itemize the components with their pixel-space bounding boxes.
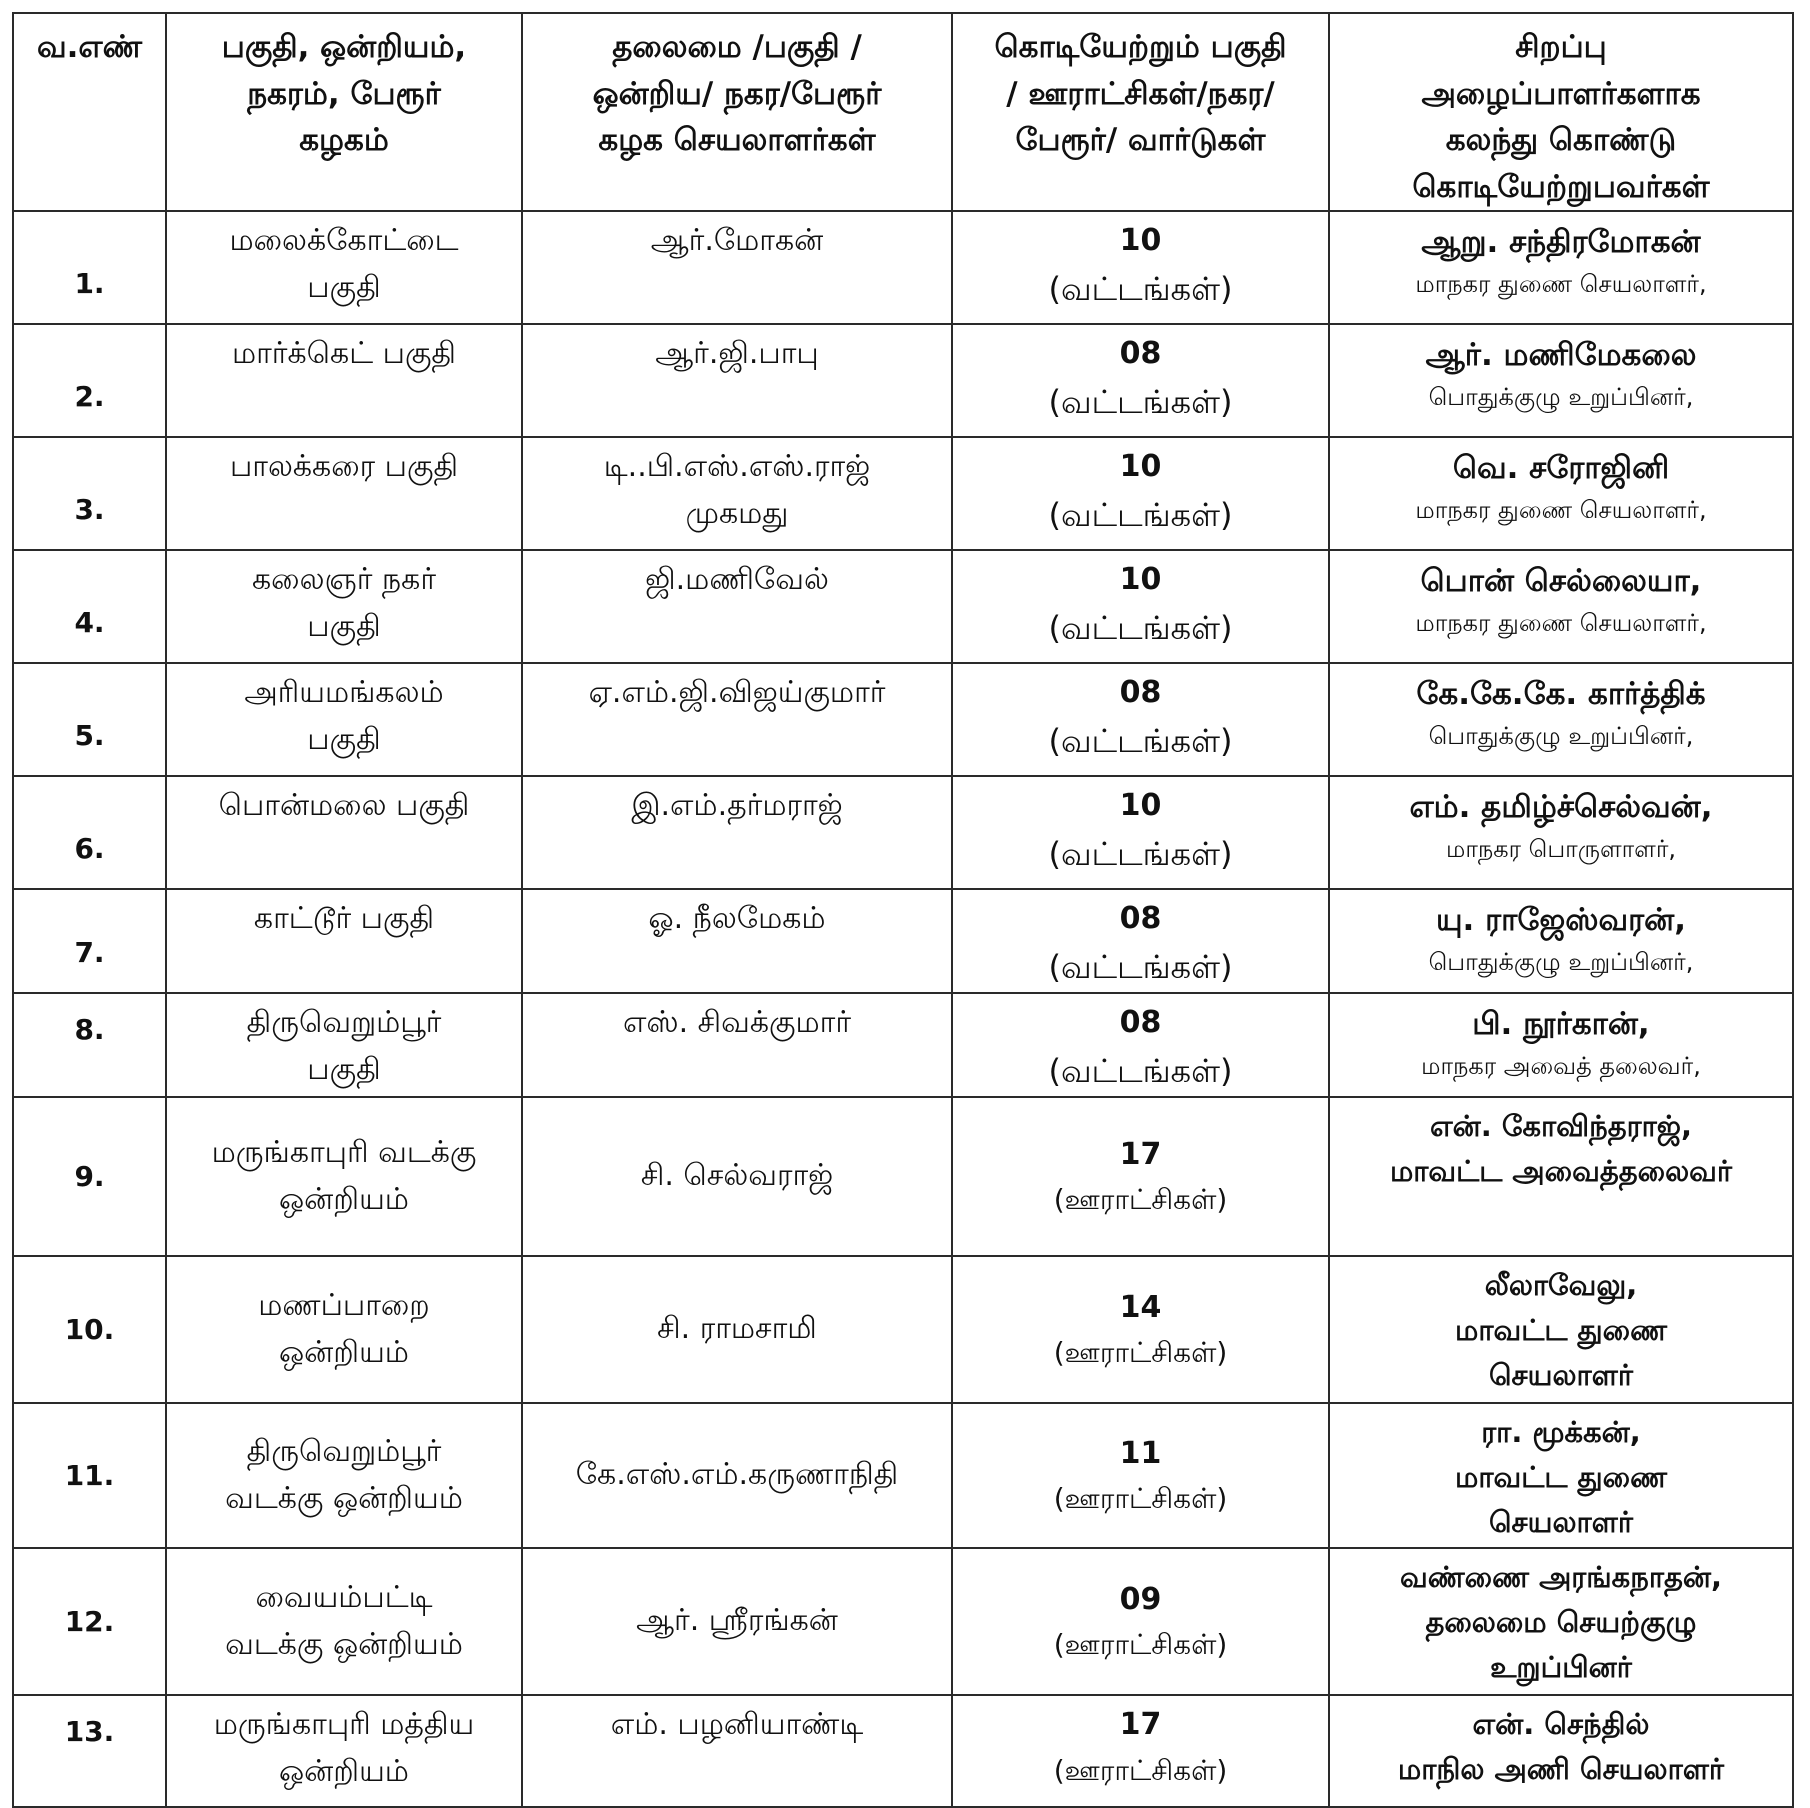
header-secretaries-line: கழக செயலாளர்கள் bbox=[598, 122, 876, 158]
row-count-number: 10 bbox=[1119, 223, 1162, 258]
row-secretary bbox=[522, 889, 952, 993]
row-sno-text: 4. bbox=[74, 605, 105, 639]
row-count-unit: (ஊராட்சிகள்) bbox=[1053, 1183, 1228, 1217]
row-sno-text: 11. bbox=[64, 1458, 115, 1492]
row-guest-line: மாவட்ட துணை bbox=[1455, 1460, 1667, 1495]
row-count-number: 11 bbox=[1119, 1435, 1162, 1471]
row-area-line: பகுதி bbox=[307, 269, 381, 305]
row-count-unit: (வட்டங்கள்) bbox=[1048, 495, 1233, 534]
row-sno-text: 1. bbox=[74, 266, 105, 300]
row-guest bbox=[1329, 1403, 1793, 1548]
header-flag-units-line: கொடியேற்றும் பகுதி bbox=[994, 29, 1287, 65]
row-secretary-line: எம். பழனியாண்டி bbox=[610, 1707, 864, 1743]
row-sno bbox=[13, 1695, 166, 1807]
row-sno bbox=[13, 324, 166, 437]
row-secretary-line: இ.எம்.தர்மராஜ் bbox=[631, 788, 843, 823]
row-secretary bbox=[522, 437, 952, 550]
row-guest-name: கே.கே.கே. கார்த்திக் bbox=[1416, 676, 1706, 712]
row-flag-count bbox=[952, 324, 1329, 437]
row-guest-line: மாவட்ட அவைத்தலைவர் bbox=[1389, 1154, 1733, 1189]
row-secretary-line: ஆர். ஸ்ரீரங்கன் bbox=[636, 1603, 838, 1639]
row-flag-count bbox=[952, 437, 1329, 550]
row-flag-count bbox=[952, 1097, 1329, 1256]
row-guest-line: தலைமை செயற்குழு bbox=[1425, 1605, 1697, 1640]
row-area bbox=[166, 993, 522, 1097]
row-area bbox=[166, 550, 522, 663]
row-secretary bbox=[522, 663, 952, 776]
row-guest-role: பொதுக்குழு உறுப்பினர், bbox=[1428, 383, 1694, 412]
row-secretary-line: ஓ. நீலமேகம் bbox=[648, 901, 826, 936]
row-guest-line: என். கோவிந்தராஜ், bbox=[1430, 1109, 1692, 1144]
row-guest-line: மாவட்ட துணை bbox=[1455, 1313, 1667, 1348]
row-flag-count bbox=[952, 211, 1329, 324]
table-row bbox=[13, 663, 1793, 776]
header-secretaries-line: ஒன்றிய/ நகர/பேரூர் bbox=[592, 75, 882, 112]
header-flag-units-line: பேரூர்/ வார்டுகள் bbox=[1015, 122, 1266, 158]
row-count-number: 10 bbox=[1119, 449, 1162, 484]
row-guest-name: பொன் செல்லையா, bbox=[1420, 563, 1702, 599]
table-row bbox=[13, 1097, 1793, 1256]
row-flag-count bbox=[952, 1695, 1329, 1807]
row-area-line: பாலக்கரை பகுதி bbox=[229, 449, 459, 484]
row-sno bbox=[13, 993, 166, 1097]
row-flag-count bbox=[952, 550, 1329, 663]
row-count-unit: (வட்டங்கள்) bbox=[1048, 834, 1233, 873]
table-row bbox=[13, 324, 1793, 437]
header-row bbox=[13, 13, 1793, 211]
header-guests-line: கொடியேற்றுபவர்கள் bbox=[1412, 168, 1710, 205]
header-secretaries-line: தலைமை /பகுதி / bbox=[612, 29, 862, 65]
row-count-unit: (ஊராட்சிகள்) bbox=[1053, 1753, 1228, 1787]
header-area-line: கழகம் bbox=[299, 122, 389, 158]
row-guest-name: பி. நூர்கான், bbox=[1472, 1006, 1650, 1043]
row-sno-text: 3. bbox=[74, 492, 105, 526]
row-guest-name: ஆர். மணிமேகலை bbox=[1425, 337, 1697, 373]
row-flag-count bbox=[952, 889, 1329, 993]
header-area-line: நகரம், பேரூர் bbox=[247, 75, 441, 112]
row-secretary bbox=[522, 1548, 952, 1695]
row-sno-text: 6. bbox=[74, 831, 105, 865]
row-sno bbox=[13, 211, 166, 324]
row-secretary bbox=[522, 993, 952, 1097]
row-secretary bbox=[522, 1256, 952, 1403]
row-guest-line: ரா. மூக்கன், bbox=[1481, 1415, 1641, 1450]
row-area-line: பகுதி bbox=[307, 721, 381, 757]
table-row bbox=[13, 1695, 1793, 1807]
row-secretary bbox=[522, 1097, 952, 1256]
row-guest-line: உறுப்பினர் bbox=[1490, 1650, 1632, 1685]
row-guest-line: வண்ணை அரங்கநாதன், bbox=[1399, 1560, 1723, 1595]
row-count-number: 08 bbox=[1119, 901, 1162, 936]
row-guest-role: மாநகர பொருளாளர், bbox=[1446, 835, 1676, 864]
row-secretary-line: எஸ். சிவக்குமார் bbox=[622, 1005, 852, 1041]
row-guest bbox=[1329, 1256, 1793, 1403]
row-guest-name: எம். தமிழ்ச்செல்வன், bbox=[1409, 789, 1713, 825]
header-guests-line: அழைப்பாளர்களாக bbox=[1421, 75, 1701, 112]
row-area-line: மருங்காபுரி மத்திய bbox=[213, 1707, 475, 1743]
row-sno-text: 2. bbox=[74, 379, 105, 413]
row-sno bbox=[13, 437, 166, 550]
row-sno-text: 9. bbox=[74, 1159, 105, 1193]
row-area-line: ஒன்றியம் bbox=[279, 1334, 409, 1370]
row-secretary-line: ஆர்.மோகன் bbox=[650, 223, 824, 258]
row-sno bbox=[13, 889, 166, 993]
table-row bbox=[13, 550, 1793, 663]
row-guest-name: யு. ராஜேஸ்வரன், bbox=[1435, 902, 1687, 938]
header-area bbox=[166, 13, 522, 211]
row-guest bbox=[1329, 663, 1793, 776]
row-sno bbox=[13, 550, 166, 663]
header-flag-units bbox=[952, 13, 1329, 211]
row-secretary-line: கே.எஸ்.எம்.கருணாநிதி bbox=[575, 1457, 899, 1493]
row-guest-role: பொதுக்குழு உறுப்பினர், bbox=[1428, 948, 1694, 977]
row-area-line: திருவெறும்பூர் bbox=[246, 1005, 442, 1041]
row-count-number: 10 bbox=[1119, 562, 1162, 597]
row-secretary-line: முகமது bbox=[685, 495, 789, 531]
row-guest bbox=[1329, 550, 1793, 663]
row-count-number: 09 bbox=[1119, 1581, 1162, 1617]
row-area-line: வடக்கு ஒன்றியம் bbox=[225, 1480, 463, 1516]
row-area-line: பகுதி bbox=[307, 608, 381, 644]
header-secretaries bbox=[522, 13, 952, 211]
row-area-line: காட்டூர் பகுதி bbox=[253, 901, 435, 936]
row-sno-text: 12. bbox=[64, 1604, 115, 1638]
row-secretary-line: டி..பி.எஸ்.எஸ்.ராஜ் bbox=[603, 449, 871, 484]
row-count-number: 14 bbox=[1119, 1289, 1162, 1325]
flag-hoisting-table bbox=[12, 12, 1794, 1808]
row-sno bbox=[13, 663, 166, 776]
row-area-line: மலைக்கோட்டை bbox=[229, 223, 459, 258]
table-row bbox=[13, 889, 1793, 993]
row-area bbox=[166, 1548, 522, 1695]
row-guest-role: மாநகர துணை செயலாளர், bbox=[1415, 270, 1707, 299]
row-sno-text: 7. bbox=[74, 935, 105, 969]
header-guests-line: கலந்து கொண்டு bbox=[1445, 122, 1677, 158]
row-area-line: அரியமங்கலம் bbox=[244, 675, 444, 710]
row-sno-text: 8. bbox=[74, 1013, 105, 1047]
row-guest-line: என். செந்தில் bbox=[1472, 1707, 1650, 1742]
row-area-line: பகுதி bbox=[307, 1051, 381, 1087]
row-secretary bbox=[522, 1403, 952, 1548]
row-secretary-line: சி. ராமசாமி bbox=[657, 1311, 817, 1347]
row-sno bbox=[13, 1403, 166, 1548]
row-guest bbox=[1329, 211, 1793, 324]
row-area bbox=[166, 663, 522, 776]
document-sheet bbox=[12, 12, 1794, 1808]
row-area bbox=[166, 324, 522, 437]
row-area-line: வையம்பட்டி bbox=[255, 1580, 433, 1616]
row-secretary-line: ஏ.எம்.ஜி.விஜய்குமார் bbox=[588, 675, 886, 710]
row-area-line: மருங்காபுரி வடக்கு bbox=[211, 1135, 477, 1171]
row-secretary bbox=[522, 776, 952, 889]
header-flag-units-line: / ஊராட்சிகள்/நகர/ bbox=[1006, 75, 1275, 112]
row-count-number: 08 bbox=[1119, 675, 1162, 710]
row-guest-line: செயலாளர் bbox=[1488, 1358, 1634, 1393]
table-row bbox=[13, 993, 1793, 1097]
row-count-unit: (ஊராட்சிகள்) bbox=[1053, 1336, 1228, 1370]
row-secretary bbox=[522, 550, 952, 663]
row-sno-text: 5. bbox=[74, 718, 105, 752]
row-sno-text: 10. bbox=[64, 1312, 115, 1346]
table-row bbox=[13, 1403, 1793, 1548]
row-flag-count bbox=[952, 663, 1329, 776]
row-flag-count bbox=[952, 1256, 1329, 1403]
row-area bbox=[166, 1695, 522, 1807]
row-guest-line: செயலாளர் bbox=[1488, 1505, 1634, 1540]
row-guest bbox=[1329, 437, 1793, 550]
table-row bbox=[13, 437, 1793, 550]
row-count-unit: (ஊராட்சிகள்) bbox=[1053, 1482, 1228, 1516]
table-row bbox=[13, 776, 1793, 889]
row-area-line: வடக்கு ஒன்றியம் bbox=[225, 1626, 463, 1662]
row-guest bbox=[1329, 1695, 1793, 1807]
row-guest-role: மாநகர துணை செயலாளர், bbox=[1415, 609, 1707, 638]
row-count-number: 17 bbox=[1119, 1707, 1162, 1743]
header-guests-line: சிறப்பு bbox=[1515, 29, 1607, 65]
row-count-number: 08 bbox=[1119, 1005, 1162, 1041]
row-count-unit: (வட்டங்கள்) bbox=[1048, 721, 1233, 760]
row-guest-name: ஆறு. சந்திரமோகன் bbox=[1421, 224, 1701, 260]
row-sno bbox=[13, 1548, 166, 1695]
row-flag-count bbox=[952, 1403, 1329, 1548]
header-guests bbox=[1329, 13, 1793, 211]
row-secretary bbox=[522, 324, 952, 437]
row-count-unit: (வட்டங்கள்) bbox=[1048, 269, 1233, 308]
row-area-line: கலைஞர் நகர் bbox=[251, 562, 437, 597]
row-count-number: 10 bbox=[1119, 788, 1162, 823]
row-area bbox=[166, 776, 522, 889]
row-area-line: ஒன்றியம் bbox=[279, 1181, 409, 1217]
row-count-unit: (வட்டங்கள்) bbox=[1048, 947, 1233, 986]
row-area bbox=[166, 1256, 522, 1403]
row-count-number: 17 bbox=[1119, 1136, 1162, 1172]
row-area-line: பொன்மலை பகுதி bbox=[218, 788, 470, 823]
header-sno bbox=[13, 13, 166, 211]
row-guest-role: பொதுக்குழு உறுப்பினர், bbox=[1428, 722, 1694, 751]
row-area bbox=[166, 889, 522, 993]
row-guest bbox=[1329, 776, 1793, 889]
row-secretary bbox=[522, 1695, 952, 1807]
row-sno bbox=[13, 1256, 166, 1403]
row-guest bbox=[1329, 889, 1793, 993]
row-guest bbox=[1329, 1097, 1793, 1256]
row-flag-count bbox=[952, 993, 1329, 1097]
row-guest bbox=[1329, 993, 1793, 1097]
row-count-unit: (வட்டங்கள்) bbox=[1048, 1051, 1233, 1090]
row-guest-name: வெ. சரோஜினி bbox=[1452, 450, 1670, 486]
row-guest bbox=[1329, 1548, 1793, 1695]
row-flag-count bbox=[952, 1548, 1329, 1695]
table-row bbox=[13, 1256, 1793, 1403]
row-guest-role: மாநகர அவைத் தலைவர், bbox=[1421, 1052, 1701, 1081]
header-sno-text: வ.எண் bbox=[36, 29, 143, 65]
row-flag-count bbox=[952, 776, 1329, 889]
row-guest-line: லீலாவேலு, bbox=[1484, 1268, 1638, 1303]
row-count-unit: (ஊராட்சிகள்) bbox=[1053, 1628, 1228, 1662]
header-area-line: பகுதி, ஒன்றியம், bbox=[221, 29, 467, 65]
table-row bbox=[13, 1548, 1793, 1695]
row-area bbox=[166, 1097, 522, 1256]
row-guest-role: மாநகர துணை செயலாளர், bbox=[1415, 496, 1707, 525]
row-area bbox=[166, 211, 522, 324]
row-area bbox=[166, 437, 522, 550]
row-area-line: மணப்பாறை bbox=[258, 1288, 430, 1324]
row-guest-line: மாநில அணி செயலாளர் bbox=[1397, 1752, 1725, 1787]
row-area bbox=[166, 1403, 522, 1548]
table-row bbox=[13, 211, 1793, 324]
row-secretary-line: சி. செல்வராஜ் bbox=[640, 1158, 834, 1194]
row-count-unit: (வட்டங்கள்) bbox=[1048, 608, 1233, 647]
row-secretary-line: ஆர்.ஜி.பாபு bbox=[655, 336, 819, 371]
row-area-line: ஒன்றியம் bbox=[279, 1753, 409, 1789]
row-count-unit: (வட்டங்கள்) bbox=[1048, 382, 1233, 421]
row-area-line: மார்க்கெட் பகுதி bbox=[231, 336, 457, 371]
row-count-number: 08 bbox=[1119, 336, 1162, 371]
row-sno bbox=[13, 776, 166, 889]
row-sno-text: 13. bbox=[64, 1715, 115, 1749]
row-secretary bbox=[522, 211, 952, 324]
row-secretary-line: ஜி.மணிவேல் bbox=[645, 562, 829, 597]
row-sno bbox=[13, 1097, 166, 1256]
row-guest bbox=[1329, 324, 1793, 437]
row-area-line: திருவெறும்பூர் bbox=[246, 1434, 442, 1470]
